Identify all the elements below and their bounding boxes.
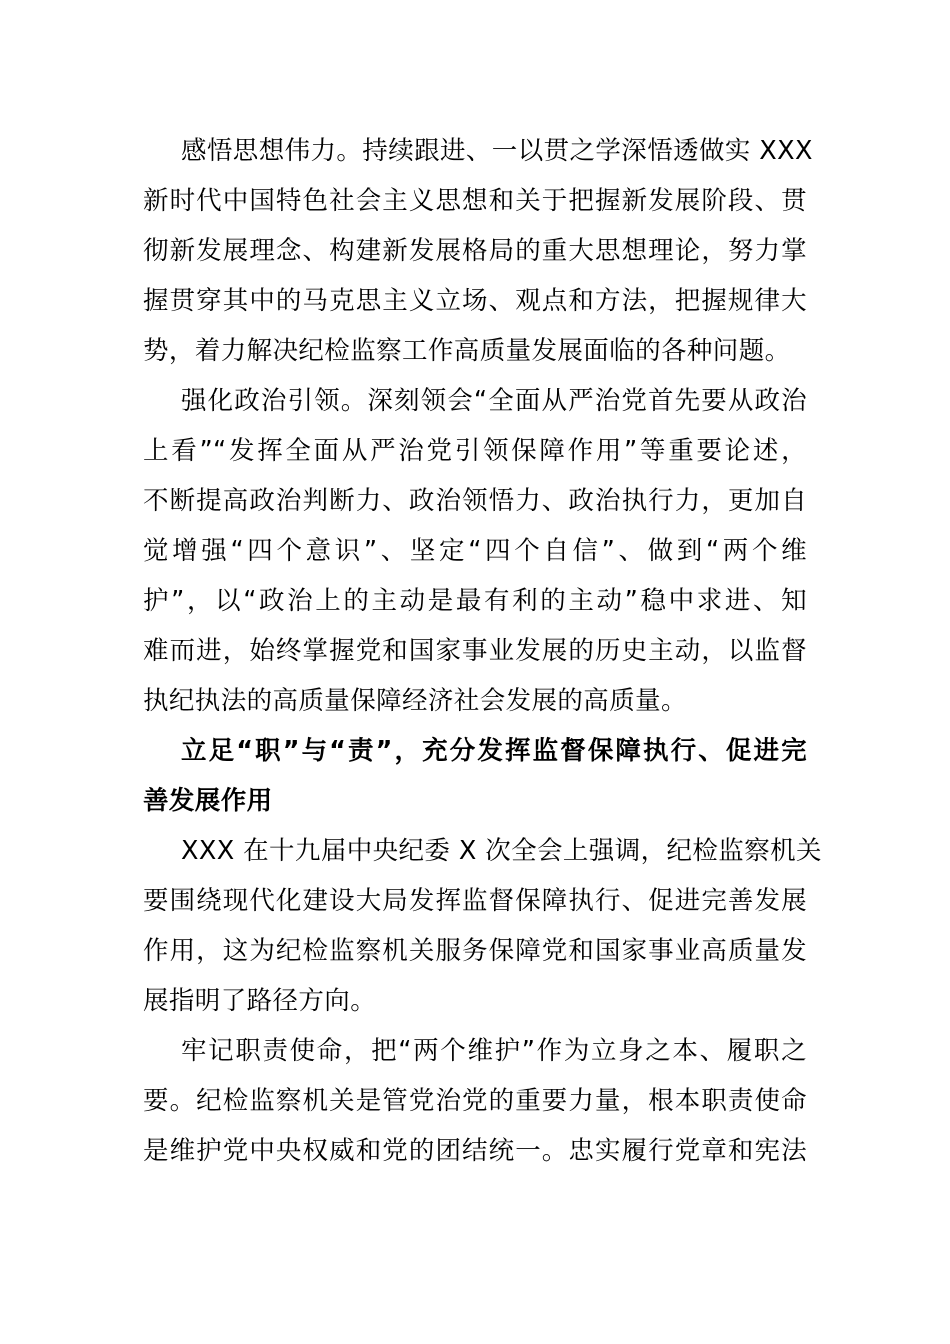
text-line: 强化政治引领。深刻领会“全面从严治党首先要从政治 <box>181 386 807 416</box>
paragraph-1 <box>143 126 813 376</box>
text-line: XXX 在十九届中央纪委 X 次全会上强调，纪检监察机关 <box>181 836 822 866</box>
text-line: 是维护党中央权威和党的团结统一。忠实履行党章和宪法 <box>143 1136 807 1166</box>
text-line: 护”，以“政治上的主动是最有利的主动”稳中求进、知 <box>143 586 807 616</box>
text-line: 上看”“发挥全面从严治党引领保障作用”等重要论述， <box>143 436 807 466</box>
text-line: 牢记职责使命，把“两个维护”作为立身之本、履职之 <box>181 1036 807 1066</box>
paragraph-3 <box>143 826 822 1026</box>
text-line: 彻新发展理念、构建新发展格局的重大思想理论，努力掌 <box>143 236 807 266</box>
text-line: 握贯穿其中的马克思主义立场、观点和方法，把握规律大 <box>143 286 807 316</box>
text-line: 作用，这为纪检监察机关服务保障党和国家事业高质量发 <box>143 936 807 966</box>
heading-line: 善发展作用 <box>143 786 273 816</box>
text-line: 难而进，始终掌握党和国家事业发展的历史主动，以监督 <box>143 636 807 666</box>
text-line: 新时代中国特色社会主义思想和关于把握新发展阶段、贯 <box>143 186 807 216</box>
document-page <box>143 126 822 1176</box>
text-line: 执纪执法的高质量保障经济社会发展的高质量。 <box>143 686 687 716</box>
text-line: 感悟思想伟力。持续跟进、一以贯之学深悟透做实 XXX <box>181 136 813 166</box>
text-line: 不断提高政治判断力、政治领悟力、政治执行力，更加自 <box>143 486 807 516</box>
text-line: 势，着力解决纪检监察工作高质量发展面临的各种问题。 <box>143 336 791 366</box>
text-line: 要围绕现代化建设大局发挥监督保障执行、促进完善发展 <box>143 886 807 916</box>
text-line: 觉增强“四个意识”、坚定“四个自信”、做到“两个维 <box>143 536 807 566</box>
text-line: 要。纪检监察机关是管党治党的重要力量，根本职责使命 <box>143 1086 807 1116</box>
section-heading <box>143 726 807 826</box>
text-line: 展指明了路径方向。 <box>143 986 377 1016</box>
paragraph-4 <box>143 1026 807 1176</box>
paragraph-2 <box>143 376 807 726</box>
heading-line: 立足“职”与“责”，充分发挥监督保障执行、促进完 <box>181 736 807 766</box>
